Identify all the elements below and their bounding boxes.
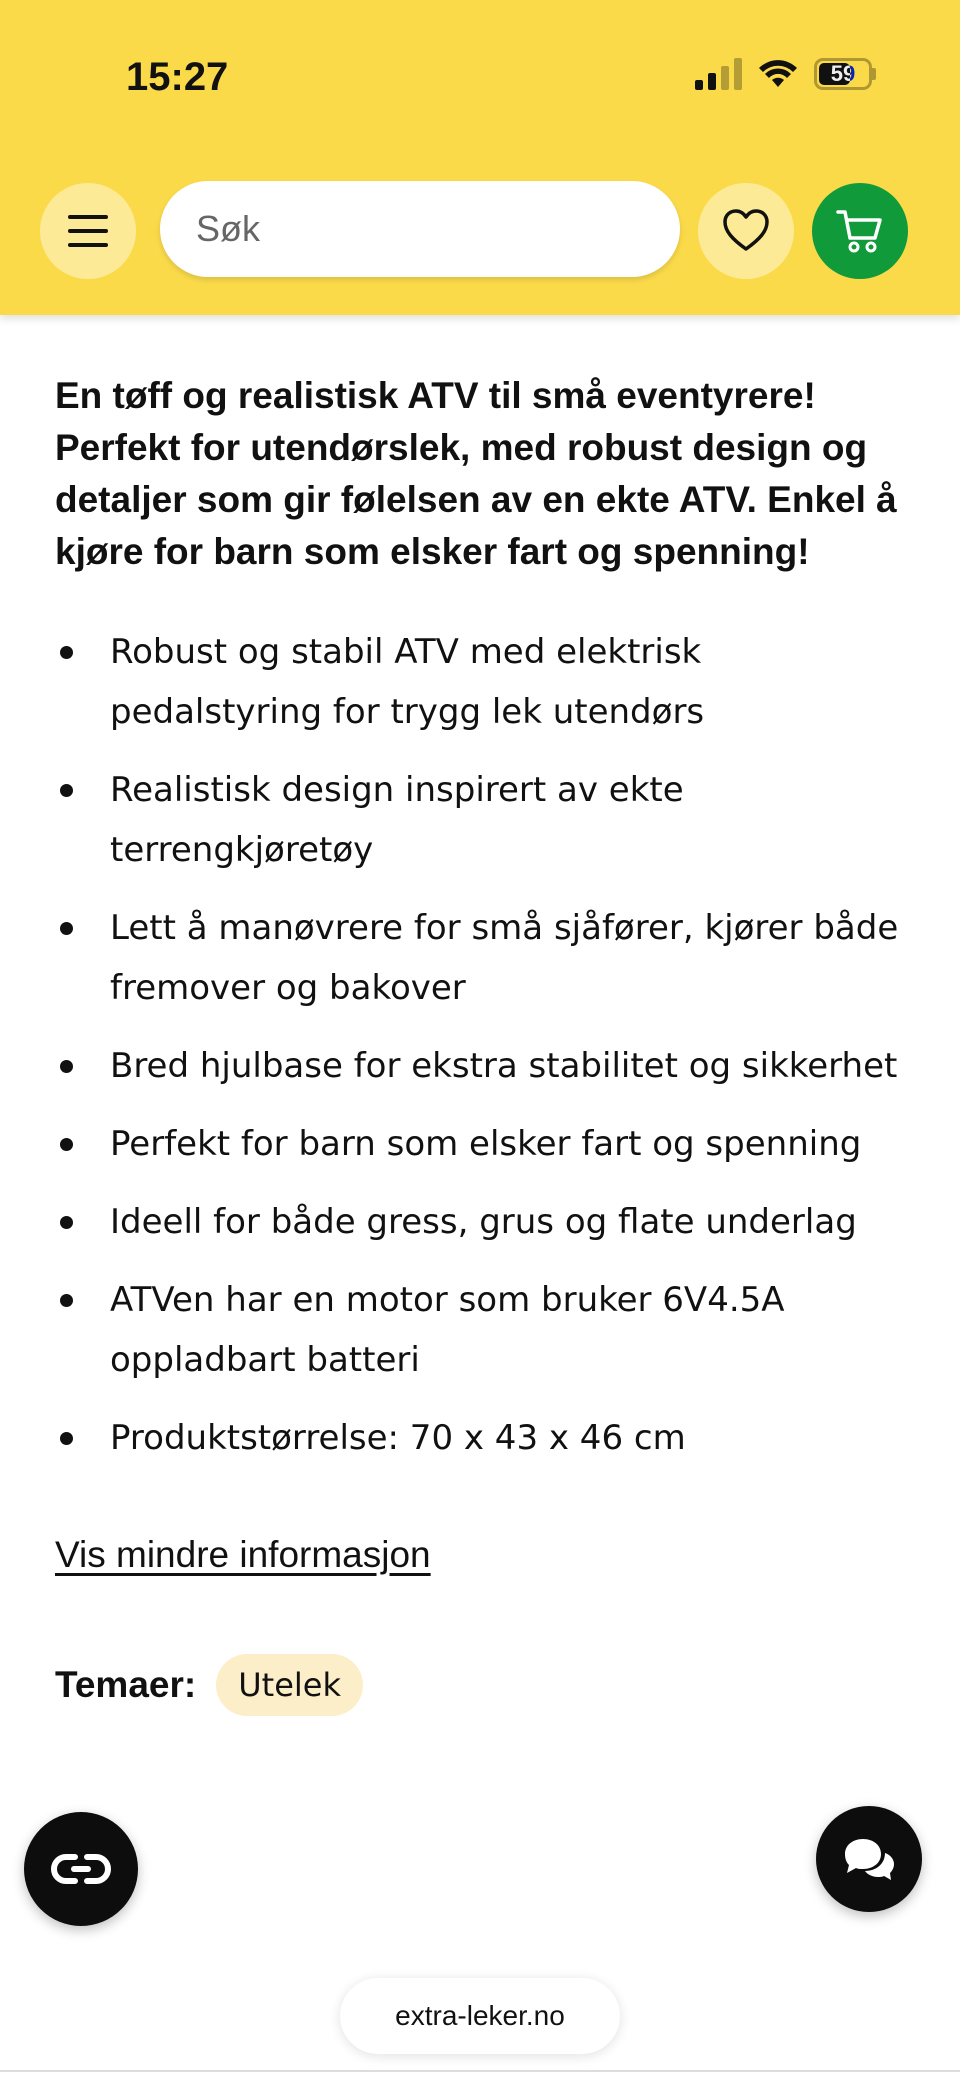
themes-row <box>55 1654 905 1716</box>
feature-list <box>55 622 905 1468</box>
bullet-icon <box>60 922 73 935</box>
feature-text: Robust og stabil ATV med elektrisk pedalstyring for trygg lek utendørs <box>110 632 705 732</box>
list-item <box>55 760 905 880</box>
list-item <box>55 1192 905 1252</box>
themes-label: Temaer: <box>55 1664 197 1705</box>
feature-text: Bred hjulbase for ekstra stabilitet og sikkerhet <box>110 1046 898 1086</box>
bullet-icon <box>60 646 73 659</box>
battery-level: 59 <box>830 61 856 86</box>
list-item <box>55 898 905 1018</box>
feature-text: Realistisk design inspirert av ekte terrengkjøretøy <box>110 770 684 870</box>
bullet-icon <box>60 1060 73 1073</box>
feature-text: ATVen har en motor som bruker 6V4.5A oppladbart batteri <box>110 1280 785 1380</box>
favorites-button[interactable] <box>698 183 794 279</box>
bullet-icon <box>60 784 73 797</box>
list-item <box>55 1114 905 1174</box>
menu-button[interactable] <box>40 183 136 279</box>
status-time: 15:27 <box>126 55 229 99</box>
cellular-signal-icon <box>695 58 742 90</box>
show-less-info-link[interactable]: Vis mindre informasjon <box>55 1534 431 1575</box>
product-intro: En tøff og realistisk ATV til små eventyrere! Perfekt for utendørslek, med robust design og detaljer som gir følelsen av en ekte ATV. Enkel å kjøre for barn som elsker fart og spenning! <box>55 375 897 572</box>
feature-text: Perfekt for barn som elsker fart og spenning <box>110 1124 862 1164</box>
product-description <box>55 370 905 1716</box>
list-item <box>55 1036 905 1096</box>
feature-text: Lett å manøvrere for små sjåfører, kjører både fremover og bakover <box>110 908 899 1008</box>
feature-text: Produktstørrelse: 70 x 43 x 46 cm <box>110 1418 686 1458</box>
heart-icon <box>722 209 770 253</box>
wifi-icon <box>758 59 798 89</box>
chat-bubbles-icon <box>841 1836 897 1882</box>
loop-button[interactable] <box>24 1812 138 1926</box>
bullet-icon <box>60 1294 73 1307</box>
browser-address-bar[interactable] <box>340 1978 620 2054</box>
theme-tag[interactable]: Utelek <box>216 1654 363 1716</box>
search-bar[interactable] <box>160 181 680 277</box>
list-item <box>55 1270 905 1390</box>
bullet-icon <box>60 1216 73 1229</box>
shopping-cart-icon <box>835 208 885 254</box>
loop-icon <box>50 1852 112 1886</box>
bullet-icon <box>60 1432 73 1445</box>
url-text: extra-leker.no <box>395 2000 565 2031</box>
cart-button[interactable] <box>812 183 908 279</box>
hamburger-menu-icon <box>66 213 110 249</box>
search-input[interactable] <box>196 208 661 250</box>
list-item <box>55 1408 905 1468</box>
battery-icon <box>814 58 872 90</box>
bullet-icon <box>60 1138 73 1151</box>
list-item <box>55 622 905 742</box>
status-indicators <box>695 58 876 90</box>
chat-button[interactable] <box>816 1806 922 1912</box>
divider <box>0 2070 960 2072</box>
site-header <box>0 0 960 315</box>
feature-text: Ideell for både gress, grus og flate underlag <box>110 1202 857 1242</box>
